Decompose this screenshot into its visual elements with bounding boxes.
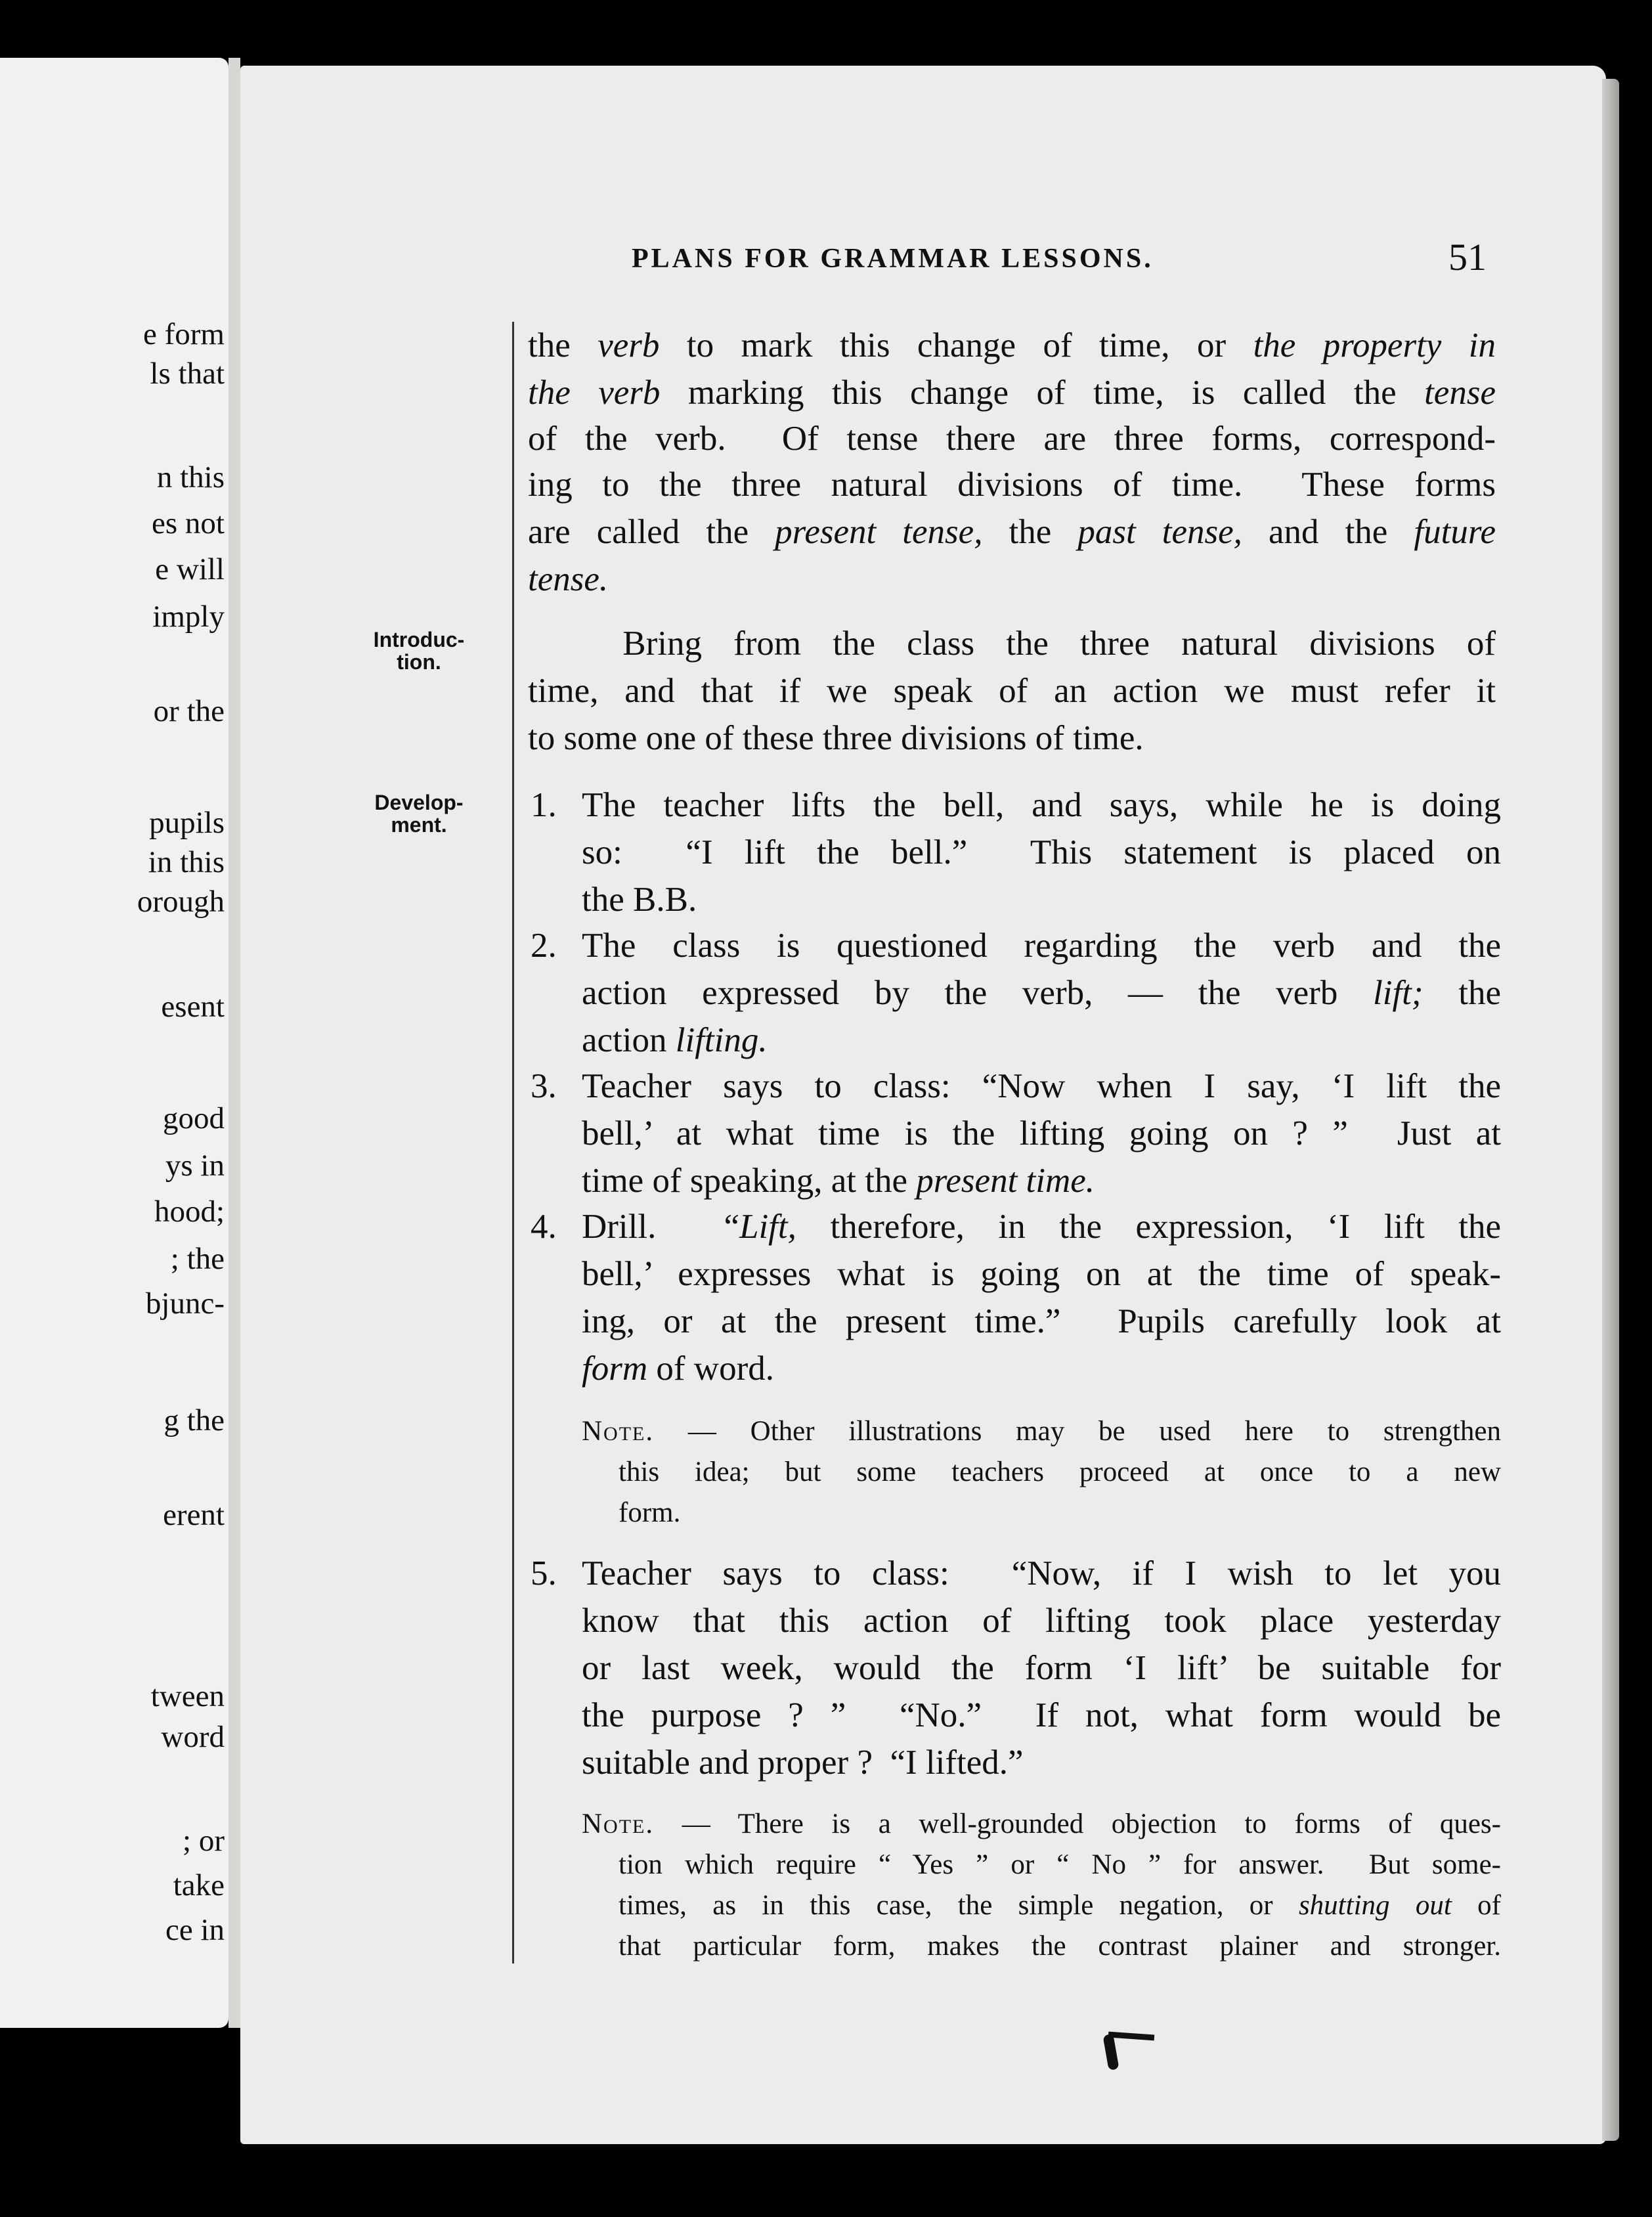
side-heading-line: Introduc- bbox=[373, 628, 465, 651]
text-line: the verb to mark this change of time, or the property in bbox=[528, 326, 1496, 364]
list-item-line: Teacher says to class: “Now when I say, ‘I lift the bbox=[582, 1067, 1501, 1105]
list-item-line: time of speaking, at the present time. bbox=[582, 1162, 1095, 1200]
previous-page-line: ce in bbox=[165, 1913, 225, 1947]
note-line: form. bbox=[619, 1497, 681, 1528]
text-line: to some one of these three divisions of time. bbox=[528, 719, 1144, 757]
list-item-line: Teacher says to class: “Now, if I wish to let you bbox=[582, 1554, 1501, 1592]
side-heading-line: ment. bbox=[391, 812, 447, 837]
side-heading-development bbox=[360, 792, 478, 836]
book-gutter bbox=[228, 58, 240, 2028]
previous-page-line: n this bbox=[156, 460, 225, 494]
list-item-line: the B.B. bbox=[582, 881, 697, 919]
list-item-line: or last week, would the form ‘I lift’ be suitable for bbox=[582, 1649, 1501, 1687]
list-item-line: bell,’ expresses what is going on at the time of speak- bbox=[582, 1255, 1501, 1293]
list-item-line: Drill. “Lift, therefore, in the expression, ‘I lift the bbox=[582, 1208, 1502, 1246]
text-line: of the verb. Of tense there are three forms, correspond- bbox=[528, 420, 1496, 458]
list-item-line: know that this action of lifting took place yesterday bbox=[582, 1602, 1501, 1640]
previous-page-line: e will bbox=[155, 552, 225, 586]
list-item-line: bell,’ at what time is the lifting going on ? ” Just at bbox=[582, 1114, 1501, 1152]
previous-page-line: pupils bbox=[149, 806, 225, 840]
text-line: are called the present tense, the past tense, and the future bbox=[528, 513, 1496, 551]
previous-page-fragment bbox=[0, 58, 228, 2028]
previous-page-line: e form bbox=[143, 317, 225, 351]
list-item-line: so: “I lift the bell.” This statement is placed on bbox=[582, 833, 1501, 871]
previous-page-line: orough bbox=[137, 885, 225, 919]
list-item-line: The teacher lifts the bell, and says, while he is doing bbox=[582, 786, 1501, 824]
previous-page-line: word bbox=[161, 1720, 225, 1754]
page-number: 51 bbox=[1448, 236, 1487, 278]
note-line: that particular form, makes the contrast plainer and stronger. bbox=[619, 1931, 1501, 1962]
note-line: times, as in this case, the simple negation, or shutting out of bbox=[619, 1890, 1501, 1921]
margin-rule bbox=[512, 322, 514, 1964]
text-line: time, and that if we speak of an action we must refer it bbox=[528, 672, 1496, 710]
text-line: the verb marking this change of time, is called the tense bbox=[528, 374, 1496, 412]
previous-page-line: erent bbox=[163, 1498, 225, 1532]
list-item-number: 1. bbox=[531, 786, 557, 824]
side-heading-line: tion. bbox=[397, 649, 441, 674]
side-heading-line: Develop- bbox=[374, 791, 464, 814]
list-item-line: ing, or at the present time.” Pupils carefully look at bbox=[582, 1302, 1501, 1340]
previous-page-line: g the bbox=[163, 1403, 225, 1438]
list-item-line: form of word. bbox=[582, 1350, 774, 1388]
previous-page-line: ls that bbox=[150, 357, 225, 391]
previous-page-line: ys in bbox=[165, 1149, 225, 1183]
previous-page-line: in this bbox=[148, 845, 225, 879]
list-item-line: action lifting. bbox=[582, 1021, 768, 1059]
previous-page-line: or the bbox=[153, 694, 225, 728]
previous-page-line: hood; bbox=[154, 1195, 225, 1229]
previous-page-line: es not bbox=[152, 506, 225, 540]
list-item-line: the purpose ? ” “No.” If not, what form would be bbox=[582, 1696, 1501, 1734]
text-line: tense. bbox=[528, 560, 609, 598]
text-line: ing to the three natural divisions of time. These forms bbox=[528, 466, 1496, 504]
list-item-number: 3. bbox=[531, 1067, 557, 1105]
list-item-number: 5. bbox=[531, 1554, 557, 1592]
text-line: Bring from the class the three natural divisions of bbox=[528, 625, 1496, 663]
page-edge bbox=[1602, 79, 1619, 2141]
list-item-line: suitable and proper ? “I lifted.” bbox=[582, 1744, 1024, 1782]
previous-page-line: ; the bbox=[170, 1242, 225, 1276]
side-heading-introduction bbox=[360, 629, 478, 673]
list-item-line: The class is questioned regarding the verb and the bbox=[582, 927, 1501, 965]
note-line: tion which require “ Yes ” or “ No ” for answer. But some- bbox=[619, 1849, 1501, 1880]
previous-page-line: take bbox=[173, 1868, 225, 1902]
list-item-number: 2. bbox=[531, 927, 557, 965]
previous-page-line: esent bbox=[161, 990, 225, 1024]
previous-page-line: bjunc- bbox=[145, 1286, 225, 1321]
note-line: this idea; but some teachers proceed at once to a new bbox=[619, 1457, 1501, 1487]
note-line: Note. — There is a well-grounded objection to forms of ques- bbox=[582, 1809, 1501, 1839]
previous-page-line: good bbox=[163, 1101, 225, 1135]
note-line: Note. — Other illustrations may be used here to strengthen bbox=[582, 1416, 1501, 1447]
running-head: PLANS FOR GRAMMAR LESSONS. bbox=[632, 244, 1154, 274]
previous-page-line: ; or bbox=[183, 1824, 225, 1858]
list-item-number: 4. bbox=[531, 1208, 557, 1246]
previous-page-line: imply bbox=[152, 600, 225, 634]
previous-page-line: tween bbox=[150, 1679, 225, 1713]
list-item-line: action expressed by the verb, — the verb lift; the bbox=[582, 974, 1501, 1012]
